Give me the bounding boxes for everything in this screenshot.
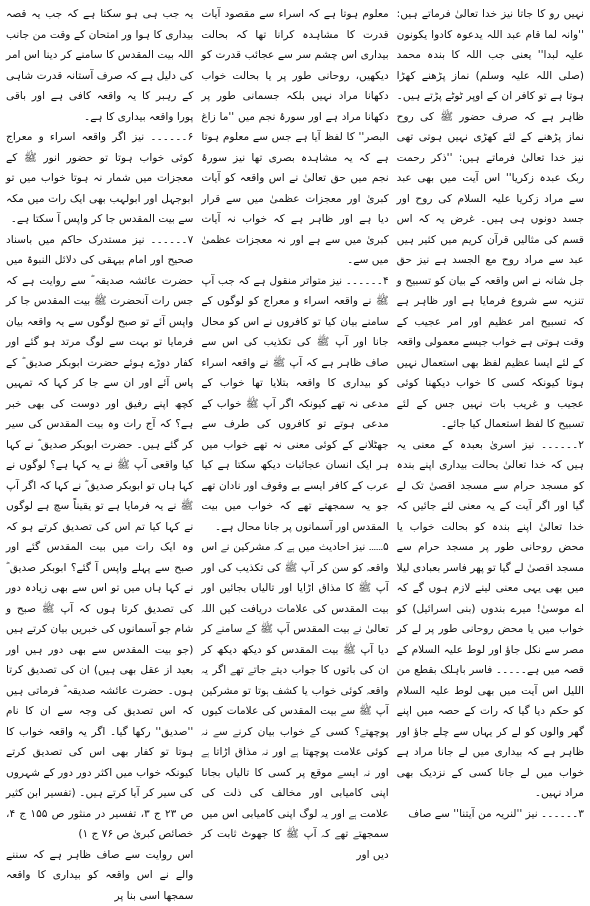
paragraph: ۵۔۔۔۔۔۔ نیز احادیث میں ہے کہ مشرکین نے اس واقعہ کو سن کر آپ ﷺ کی تکذیب کی اور آپ ﷺ کا مذاق اڑایا اور تالیاں بجائیں اور بیت المقدس کی علامات دریافت کیں اللہ تعالیٰ نے بیت المقدس آپ ﷺ کے سامنے کر دیا آپ ﷺ بیت المقدس کو دیکھ دیکھ کر ان کی باتوں کا جواب دیتے جاتے تھے اگر یہ واقعہ کوئی خواب یا کشف ہوتا تو مشرکین آپ ﷺ سے بیت المقدس کی علامات کیوں پوچھتے؟ کسی کے خواب بیان کرنے سے نہ کوئی علامت پوچھتا ہے اور نہ مذاق اڑاتا ہے اور نہ ایسے موقع پر کسی کا تالیاں بجانا اپنی کامیابی اور مخالف کی ذلت کی علامت ہے اور یہ لوگ اپنی کامیابی اس میں سمجھتے تھے کہ آپ ﷺ کا جھوٹ ثابت کر دیں اور (201, 537, 388, 865)
paragraph: نہیں رو کا جاتا نیز خدا تعالیٰ فرماتے ہیں: ''وانہ لما قام عبد اللہ یدعوہ کادوا یکونون علیہ لبدا'' یعنی جب اللہ کا بندہ محمد (صلی اللہ علیہ وسلم) نماز پڑھنے کھڑا ہوتا ہے تو کافر ان کے اوپر ٹوٹے پڑتے ہیں۔ ظاہر ہے کہ صرف حضور ﷺ کی روح نماز پڑھنے کے لئے کھڑی نہیں ہوتی تھی نیز خدا تعالیٰ فرماتے ہیں: ''ذکر رحمت ربک عبدہ زکریا'' اس آیت میں بھی عبد سے مراد زکریا علیہ السلام کی روح اور جسد دونوں ہی ہیں۔ غرض یہ کہ اس قسم کی مثالیں قرآن کریم میں کثیر ہیں عبد سے مراد روح مع الجسد ہے نیز حق جل شانہ نے اس واقعہ کے بیان کو تسبیح و تنزیہ سے شروع فرمایا ہے اور ظاہر ہے کہ تسبیح امر عظیم اور امر عجیب کے وقت ہوتی ہے خواب جیسے معمولی واقعہ کے لئے ایسا عظیم لفظ بھی استعمال نہیں ہوتا کیونکہ کسی کا خواب دیکھنا کوئی عجیب و غریب بات نہیں جس کے لئے تسبیح کا لفظ استعمال کیا جائے۔ (397, 4, 584, 435)
paragraph: معلوم ہوتا ہے کہ اسراء سے مقصود آیات قدرت کا مشاہدہ کرانا تھا کہ بحالت بیداری اس چشم سر سے عجائب قدرت کو دیکھیں، روحانی طور پر یا بحالت خواب دکھانا مراد نہیں بلکہ جسمانی طور پر دکھانا مراد ہے اور سورۂ نجم میں ''ما زاغ البصر'' کا لفظ آیا ہے جس سے معلوم ہوتا ہے کہ یہ مشاہدہ بصری تھا نیز سورۂ نجم میں حق تعالیٰ نے اس واقعہ کو آیات کبریٰ اور معجزات عظمیٰ میں سے قرار دیا ہے اور ظاہر ہے کہ خواب نہ آیات کبریٰ میں سے ہے اور نہ معجزات عظمیٰ میں سے۔ (201, 4, 388, 271)
text-column-left (6, 4, 193, 782)
paragraph: ۴۔۔۔۔۔۔ نیز متواتر منقول ہے کہ جب آپ ﷺ نے واقعہ اسراء و معراج کو لوگوں کے سامنے بیان کیا تو کافروں نے اس کو محال جانا اور آپ ﷺ کی تکذیب کی اس سے صاف ظاہر ہے کہ آپ ﷺ نے واقعہ اسراء کو بیداری کا واقعہ بتلایا تھا خواب کے مدعی نہ تھے کیونکہ اگر آپ ﷺ خواب کے مدعی ہوتے تو کافروں کی طرف سے جھٹلانے کے کوئی معنی نہ تھے خواب میں ہر ایک انسان عجائبات دیکھ سکتا ہے کیا عرب کے کافر ایسے بے وقوف اور نادان تھے جو یہ سمجھتے تھے کہ خواب میں بیت المقدس اور آسمانوں پر جانا محال ہے۔ (201, 271, 388, 538)
paragraph: ۶۔۔۔۔۔۔ نیز اگر واقعہ اسراء و معراج کوئی خواب ہوتا تو حضور انور ﷺ کے معجزات میں شمار نہ ہوتا خواب میں تو ابوجہل اور ابولہب بھی ایک رات میں مکہ سے بیت المقدس جا کر واپس آ سکتا ہے۔ (6, 127, 193, 230)
text-column-middle (201, 4, 388, 782)
paragraph: ۷۔۔۔۔۔۔ نیز مستدرک حاکم میں باسناد صحیح اور امام بیہقی کی دلائل النبوۃ میں حضرت عائشہ صدیقہ ؓ سے روایت ہے کہ جس رات آنحضرت ﷺ بیت المقدس جا کر واپس آئے تو صبح لوگوں سے یہ واقعہ بیان فرمایا تو بہت سے لوگ مرتد ہو گئے اور کفار دوڑے ہوئے حضرت ابوبکر صدیق ؓ کے پاس آئے اور ان سے جا کر کہا کہ تمہیں کچھ اپنے رفیق اور دوست کی بھی خبر ہے؟ کہ آج رات وہ بیت المقدس کی سیر کر گئے ہیں۔ حضرت ابوبکر صدیق ؓ نے کہا کیا واقعی آپ ﷺ نے یہ کہا ہے؟ لوگوں نے کہا ہاں تو ابوبکر صدیق ؓ نے کہا کہ اگر آپ ﷺ نے یہ فرمایا ہے تو یقیناً سچ ہے لوگوں نے کہا کیا تم اس کی تصدیق کرتے ہو کہ وہ ایک رات میں بیت المقدس گئے اور صبح سے پہلے واپس آ گئے؟ ابوبکر صدیق ؓ نے کہا ہاں میں تو اس سے بھی زیادہ دور کی تصدیق کرتا ہوں کہ آپ ﷺ صبح و شام جو آسمانوں کی خبریں بیان کرتے ہیں (جو بیت المقدس سے بھی دور ہیں اور بعید از عقل بھی ہیں) ان کی تصدیق کرتا ہوں۔ حضرت عائشہ صدیقہ ؓ فرماتی ہیں کہ اس تصدیق کی وجہ سے ان کا نام ''صدیق'' رکھا گیا۔ اگر یہ واقعہ خواب کا ہوتا تو کفار بھی اس کی تصدیق کرتے کیونکہ خواب میں اکثر دور دور کے شہروں کی سیر کر آیا کرتے ہیں۔ (تفسیر ابن کثیر ص ۲۳ ج ۳، تفسیر در منثور ص ۱۵۵ ج ۴، خصائص کبریٰ ص ۷۶ ج ۱) (6, 230, 193, 845)
paragraph: یہ جب ہی ہو سکتا ہے کہ جب یہ قصہ بیداری کا ہوا ور امتحان کے وقت من جانب اللہ بیت المقدس کا سامنے کر دینا اس امر کی دلیل ہے کہ صرف آستانہ قدرت شاہی کے رہبر کا یہ واقعہ کافی ہے اور باقی پورا واقعہ بیداری کا ہے۔ (6, 4, 193, 127)
paragraph: اس روایت سے صاف ظاہر ہے کہ سننے والے نے اس واقعہ کو بیداری کا واقعہ سمجھا اسی بنا پر (6, 845, 193, 906)
paragraph: ۲۔۔۔۔۔۔ نیز اسریٰ بعبدہ کے معنی یہ ہیں کہ خدا تعالیٰ بحالت بیداری اپنے بندہ کو مسجد حرام سے مسجد اقصیٰ تک لے گیا اور اگر آیت کے یہ معنی لئے جائیں کہ خدا تعالیٰ اپنے بندہ کو بحالت خواب یا محض روحانی طور پر مسجد حرام سے مسجد اقصیٰ لے گیا تو پھر فاسر بعبادی لیلا میں بھی یہی معنی لینے لازم ہوں گے کہ اے موسیٰ! میرے بندوں (بنی اسرائیل) کو خواب میں یا محض روحانی طور پر لے کر مصر سے نکل جاؤ اور لوط علیہ السلام کے قصہ میں ہے۔۔۔۔۔ فاسر باہلک بقطع من اللیل اس آیت میں بھی لوط علیہ السلام کو حکم دیا گیا کہ رات کے حصہ میں اپنے گھر والوں کو لے کر یہاں سے چلے جاؤ اور ظاہر ہے کہ بیداری میں لے جانا مراد ہے خواب میں لے جانا کسی کے نزدیک بھی مراد نہیں۔ (397, 435, 584, 804)
text-column-right (397, 4, 584, 782)
paragraph: ۳۔۔۔۔۔۔ نیز ''لنریہ من آیتنا'' سے صاف (397, 804, 584, 825)
